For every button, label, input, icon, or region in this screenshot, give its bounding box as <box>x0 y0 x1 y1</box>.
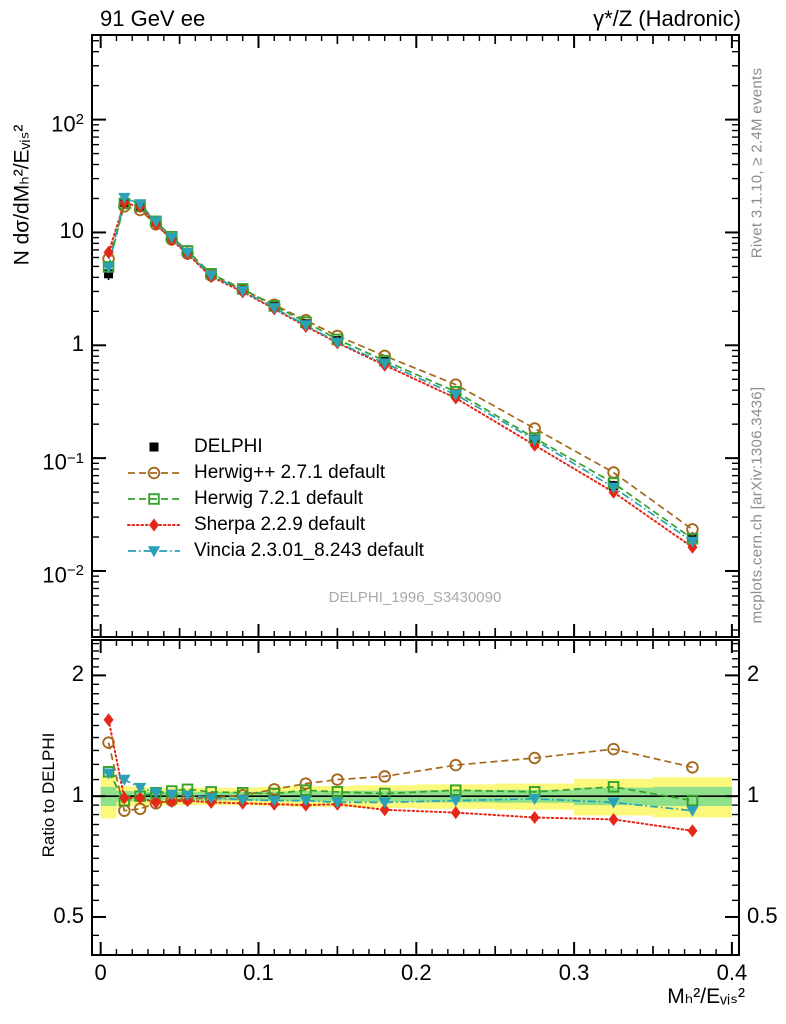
rivet-version-note: Rivet 3.1.10, ≥ 2.4M events <box>748 67 766 259</box>
y-tick-label-ratio-left: 1 <box>71 782 84 808</box>
y-tick-label-main: $10^{-1}$ <box>42 449 84 475</box>
mcplots-arxiv-note: mcplots.cern.ch [arXiv:1306.3436] <box>748 386 766 624</box>
y-tick-label-ratio-right: 1 <box>747 782 760 808</box>
legend-label: DELPHI <box>194 436 263 457</box>
y-tick-label-ratio-right: 2 <box>747 661 760 687</box>
y-tick-label-main: 10 <box>59 218 84 244</box>
x-axis-label: Mₕ²/Eᵥᵢₛ² <box>667 985 745 1008</box>
y-tick-label-main: $10^{-2}$ <box>42 562 84 588</box>
marker-square-filled <box>150 443 159 452</box>
legend-label: Herwig++ 2.7.1 default <box>194 462 386 483</box>
analysis-id-watermark: DELPHI_1996_S3430090 <box>328 589 502 606</box>
marker-circle-open <box>529 423 540 434</box>
legend-label: Sherpa 2.2.9 default <box>194 514 366 535</box>
legend-item-vincia <box>126 538 424 564</box>
y-tick-label-ratio-right: 0.5 <box>747 902 778 928</box>
y-tick-label-main: $10^2$ <box>51 110 84 136</box>
y-tick-label-ratio-left: 0.5 <box>53 902 84 928</box>
legend-marker <box>126 463 182 483</box>
y-tick-label-main: 1 <box>71 331 84 357</box>
legend-item-sherpa <box>126 512 365 538</box>
marker-circle-open <box>687 762 698 773</box>
legend-marker <box>126 541 182 561</box>
marker-triangle-down-filled <box>118 775 130 786</box>
x-tick-label: 0.1 <box>243 960 274 985</box>
legend-marker <box>126 437 182 457</box>
marker-diamond-filled <box>149 519 159 532</box>
x-tick-label: 0 <box>94 960 107 985</box>
y-axis-label-main: N dσ/dMₕ²/Eᵥᵢₛ² <box>10 124 34 266</box>
legend-marker <box>126 515 182 535</box>
x-tick-label: 0.4 <box>716 960 748 985</box>
marker-diamond-filled <box>530 811 540 824</box>
legend-item-herwig <box>126 486 363 512</box>
legend-item-herwig <box>126 460 385 486</box>
marker-diamond-filled <box>104 713 114 726</box>
process-title: γ*/Z (Hadronic) <box>593 6 741 31</box>
y-tick-label-ratio-left: 2 <box>71 661 84 687</box>
legend-label: Herwig 7.2.1 default <box>194 488 363 509</box>
x-tick-label: 0.2 <box>400 960 432 985</box>
y-axis-label-ratio: Ratio to DELPHI <box>39 732 58 858</box>
legend-marker <box>126 489 182 509</box>
legend-item-delphi <box>126 434 263 460</box>
legend-label: Vincia 2.3.01_8.243 default <box>194 540 424 561</box>
marker-diamond-filled <box>687 824 697 837</box>
beam-energy-title: 91 GeV ee <box>100 6 206 31</box>
x-tick-label: 0.3 <box>558 960 590 985</box>
